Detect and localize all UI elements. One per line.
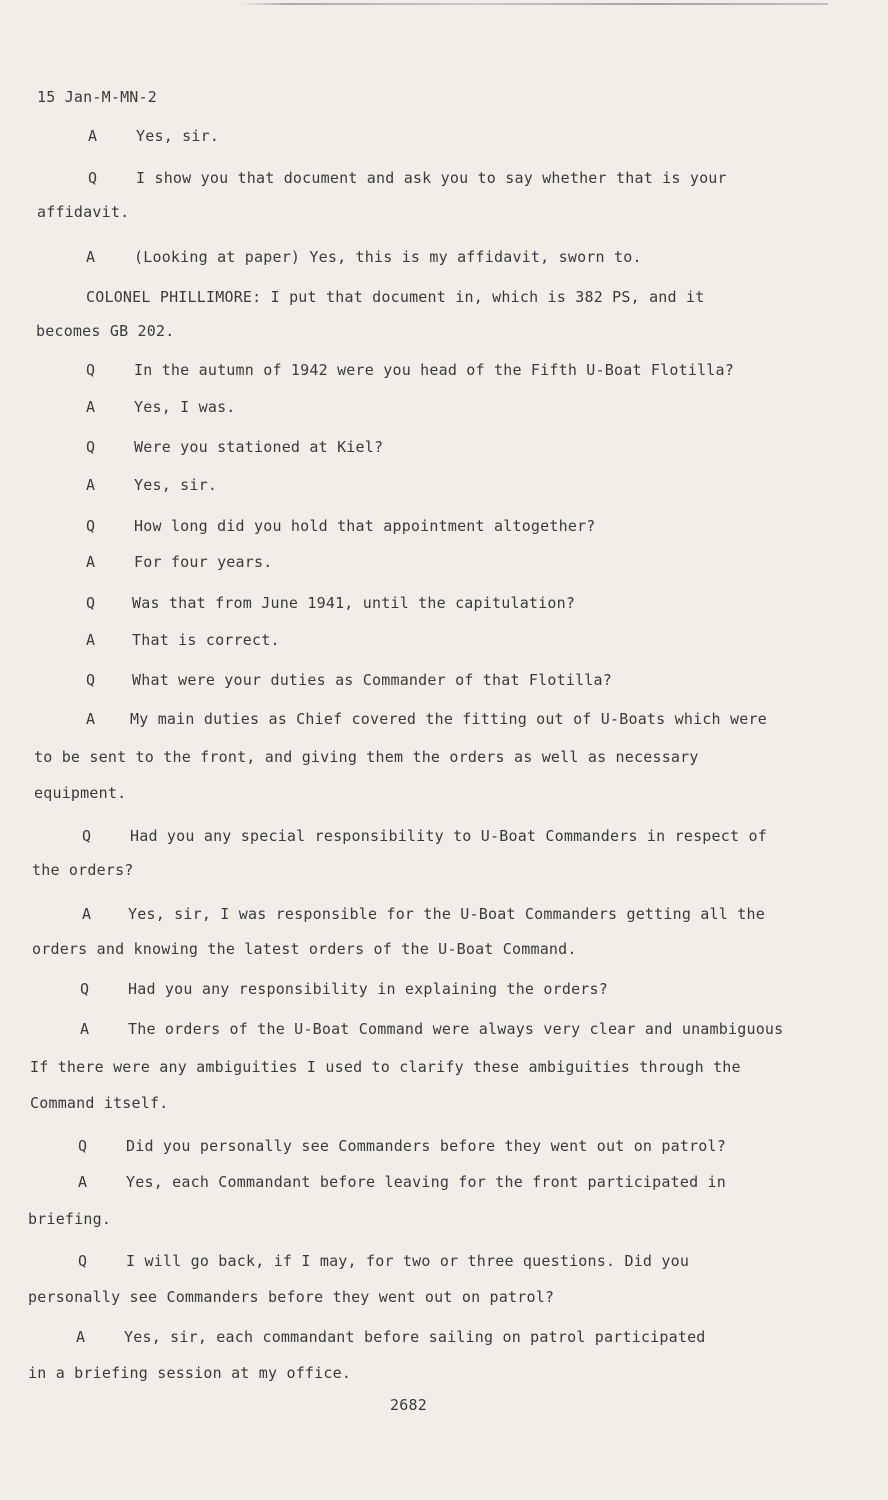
answer-marker: A (86, 710, 96, 728)
transcript-line: In the autumn of 1942 were you head of the Fifth U-Boat Flotilla? (134, 361, 734, 379)
question-marker: Q (78, 1252, 88, 1270)
question-marker: Q (82, 827, 92, 845)
transcript-line: My main duties as Chief covered the fitting out of U-Boats which were (130, 710, 767, 728)
transcript-line: Yes, sir. (134, 476, 218, 494)
transcript-line: Was that from June 1941, until the capitulation? (132, 594, 576, 612)
transcript-line: If there were any ambiguities I used to clarify these ambiguities through the (30, 1058, 741, 1076)
transcript-line: I will go back, if I may, for two or three questions. Did you (126, 1252, 690, 1270)
question-marker: Q (86, 594, 96, 612)
transcript-line: Command itself. (30, 1094, 169, 1112)
transcript-line: Yes, each Commandant before leaving for the front participated in (126, 1173, 726, 1191)
transcript-line: How long did you hold that appointment altogether? (134, 517, 596, 535)
answer-marker: A (76, 1328, 86, 1346)
transcript-line: Yes, sir, each commandant before sailing on patrol participated (124, 1328, 706, 1346)
transcript-line: Were you stationed at Kiel? (134, 438, 384, 456)
answer-marker: A (80, 1020, 90, 1038)
page-top-edge (240, 3, 828, 5)
transcript-line: briefing. (28, 1210, 112, 1228)
transcript-line: becomes GB 202. (36, 322, 175, 340)
transcript-line: Yes, sir. (136, 127, 220, 145)
answer-marker: A (82, 905, 92, 923)
question-marker: Q (80, 980, 90, 998)
transcript-line: Had you any responsibility in explaining the orders? (128, 980, 608, 998)
answer-marker: A (86, 248, 96, 266)
answer-marker: A (88, 127, 98, 145)
answer-marker: A (86, 553, 96, 571)
transcript-line: For four years. (134, 553, 273, 571)
question-marker: Q (88, 169, 98, 187)
transcript-line: I show you that document and ask you to say whether that is your (136, 169, 727, 187)
transcript-line: the orders? (32, 861, 134, 879)
transcript-line: in a briefing session at my office. (28, 1364, 352, 1382)
question-marker: Q (78, 1137, 88, 1155)
answer-marker: A (86, 398, 96, 416)
answer-marker: A (86, 631, 96, 649)
transcript-line: Had you any special responsibility to U-Boat Commanders in respect of (130, 827, 767, 845)
transcript-line: That is correct. (132, 631, 280, 649)
page-header: 15 Jan-M-MN-2 (37, 88, 157, 106)
transcript-line: Yes, sir, I was responsible for the U-Boat Commanders getting all the (128, 905, 765, 923)
question-marker: Q (86, 671, 96, 689)
answer-marker: A (86, 476, 96, 494)
transcript-line: orders and knowing the latest orders of the U-Boat Command. (32, 940, 577, 958)
transcript-line: The orders of the U-Boat Command were always very clear and unambiguous (128, 1020, 784, 1038)
transcript-line: Yes, I was. (134, 398, 236, 416)
transcript-line: personally see Commanders before they went out on patrol? (28, 1288, 555, 1306)
transcript-line: equipment. (34, 784, 127, 802)
page-number: 2682 (390, 1396, 427, 1414)
transcript-line: (Looking at paper) Yes, this is my affidavit, sworn to. (134, 248, 642, 266)
answer-marker: A (78, 1173, 88, 1191)
question-marker: Q (86, 361, 96, 379)
transcript-line: Did you personally see Commanders before they went out on patrol? (126, 1137, 726, 1155)
transcript-line: affidavit. (37, 203, 130, 221)
question-marker: Q (86, 438, 96, 456)
transcript-line: COLONEL PHILLIMORE: I put that document in, which is 382 PS, and it (86, 288, 705, 306)
question-marker: Q (86, 517, 96, 535)
transcript-line: to be sent to the front, and giving them the orders as well as necessary (34, 748, 699, 766)
transcript-line: What were your duties as Commander of that Flotilla? (132, 671, 612, 689)
